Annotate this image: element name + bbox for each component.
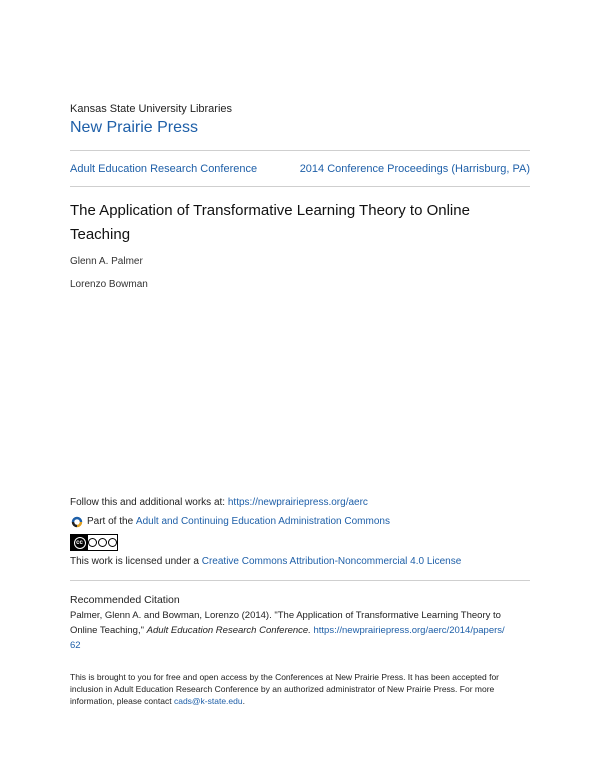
commons-prefix: Part of the — [87, 515, 134, 527]
library-name: Kansas State University Libraries — [70, 103, 233, 115]
divider-top — [70, 150, 530, 151]
divider-crumbs — [70, 186, 530, 187]
citation-text — [70, 608, 530, 653]
follow-text: Follow this and additional works at: — [70, 497, 226, 508]
article-title: The Application of Transformative Learning Theory to Online Teaching — [70, 202, 470, 243]
commons-line — [70, 514, 390, 528]
conference-link[interactable]: Adult Education Research Conference — [70, 163, 258, 175]
citation-heading: Recommended Citation — [70, 594, 180, 606]
license-line — [70, 556, 461, 567]
network-icon — [70, 514, 84, 528]
follow-url-link[interactable]: https://newprairiepress.org/aerc — [227, 497, 368, 508]
footer-text: This is brought to you for free and open access by the Conferences at New Prairie Press. It has been accepted for inclusion in Adult Education Research Conference by an authorized administrator of New Prairie Press. For more information, please contact — [70, 672, 500, 706]
contact-email-link[interactable]: cads@k-state.edu — [173, 696, 243, 706]
cc-license-badge-icon[interactable]: cc — [70, 534, 118, 551]
citation-journal: Adult Education Research Conference. — [146, 625, 311, 636]
press-link[interactable]: New Prairie Press — [70, 119, 199, 136]
author-1: Glenn A. Palmer — [70, 256, 143, 267]
license-prefix: This work is licensed under a — [70, 556, 199, 567]
license-link[interactable]: Creative Commons Attribution-Noncommercial 4.0 License — [201, 556, 462, 567]
citation-url-link[interactable]: https://newprairiepress.org/aerc/2014/papers/ 62 — [70, 625, 505, 651]
divider-citation — [70, 580, 530, 581]
commons-link[interactable]: Adult and Continuing Education Administration Commons — [135, 515, 390, 527]
citation-body: Palmer, Glenn A. and Bowman, Lorenzo (2014). "The Application of Transformative Learning Theory to Online Teaching," — [70, 610, 501, 636]
footer-notice: This is brought to you for free and open access by the Conferences at New Prairie Press. It has been accepted for inclusion in Adult Education Research Conference by an authorized administrator of New Prairie Press. For more information, please contact cads@k-state.edu. — [70, 672, 500, 706]
author-2: Lorenzo Bowman — [70, 279, 148, 290]
proceedings-link[interactable]: 2014 Conference Proceedings (Harrisburg, PA) — [299, 163, 530, 175]
follow-line — [70, 497, 368, 508]
